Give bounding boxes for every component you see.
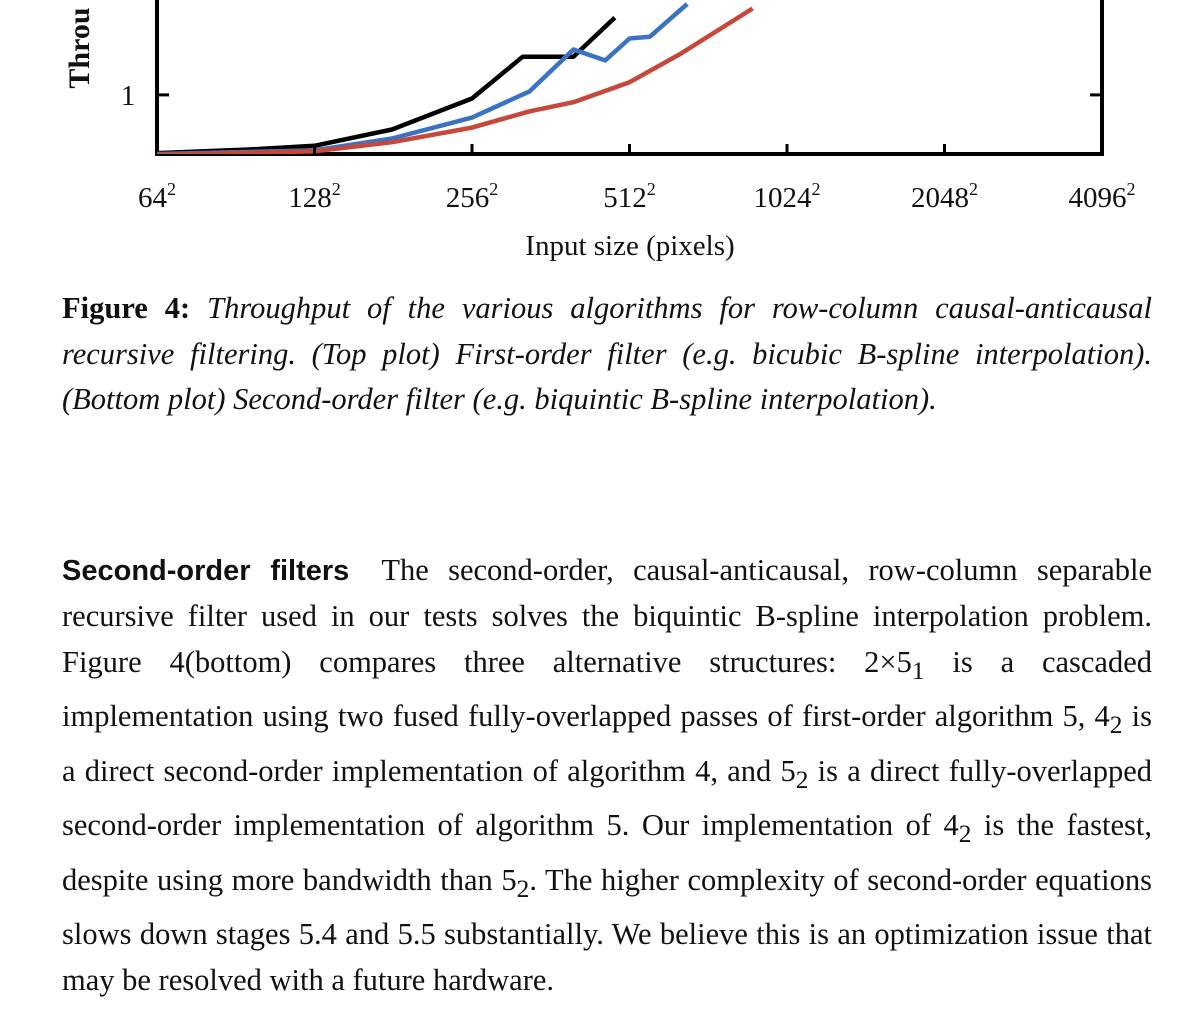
section-paragraph [62,548,1152,1003]
subscript-1: 1 [911,656,925,685]
series-line-1 [157,18,615,154]
x-tick-label: $512^2$ [603,179,656,214]
paragraph-text-6: . The higher complexity of second-order equations slows down stages 5.4 and 5.5 substantially. We believe this is an optimization issue that may be resolved with a future hardware. [62,862,1152,997]
subscript-2: 2 [1109,711,1123,740]
paragraph-text-2: is a cascaded implementation using two fused fully-overlapped passes of first-order algorithm 5, 4 [62,644,1153,734]
x-tick-label: 1024$^2$ [753,179,821,214]
section-heading: Second-order filters [62,555,350,587]
plot-axes [157,0,1102,154]
x-tick-label: $128^2$ [288,179,341,214]
x-tick-label: 2048$^2$ [911,179,978,214]
paragraph-text-3: is a direct second-order implementation of algorithm 4, and 5 [62,699,1152,788]
x-tick-label: $256^2$ [445,179,499,214]
figure-caption-text: Throughput of the various algorithms for row-column causal-anticausal recursive filtering. (Top plot) First-order filter (e.g. bicubic B-spline interpolation). (Bottom plot) Second-order filter (e.g. biquintic B-spline interpolation). [62,291,1152,416]
y-tick-label: 1 [120,79,136,112]
figure-caption-label: Figure 4: [62,291,191,325]
subscript-4: 2 [958,820,972,849]
throughput-plot [0,0,1199,280]
plot-series [157,4,753,155]
figure-caption [62,286,1152,423]
axis-frame [157,0,1102,154]
paragraph-text-1: The second-order, causal-anticausal, row-column separable recursive filter used in our tests solves the biquintic B-spline interpolation problem. Figure 4(bottom) compares three alternative structures: 2×5 [62,553,1152,679]
paragraph-text-4: is a direct fully-overlapped second-order implementation of algorithm 5. Our implementation of 4 [62,753,1152,843]
x-axis-label: Input size (pixels) [525,230,735,262]
y-axis-label: Throu [63,7,96,89]
series-line-3 [157,9,753,155]
subscript-3: 2 [795,765,809,794]
x-tick-label: $64^2$ [138,179,176,214]
subscript-5: 2 [516,874,530,903]
paragraph-text-5: is the fastest, despite using more bandwidth than 5 [62,808,1152,897]
x-tick-label: 4096$^2$ [1068,179,1136,214]
